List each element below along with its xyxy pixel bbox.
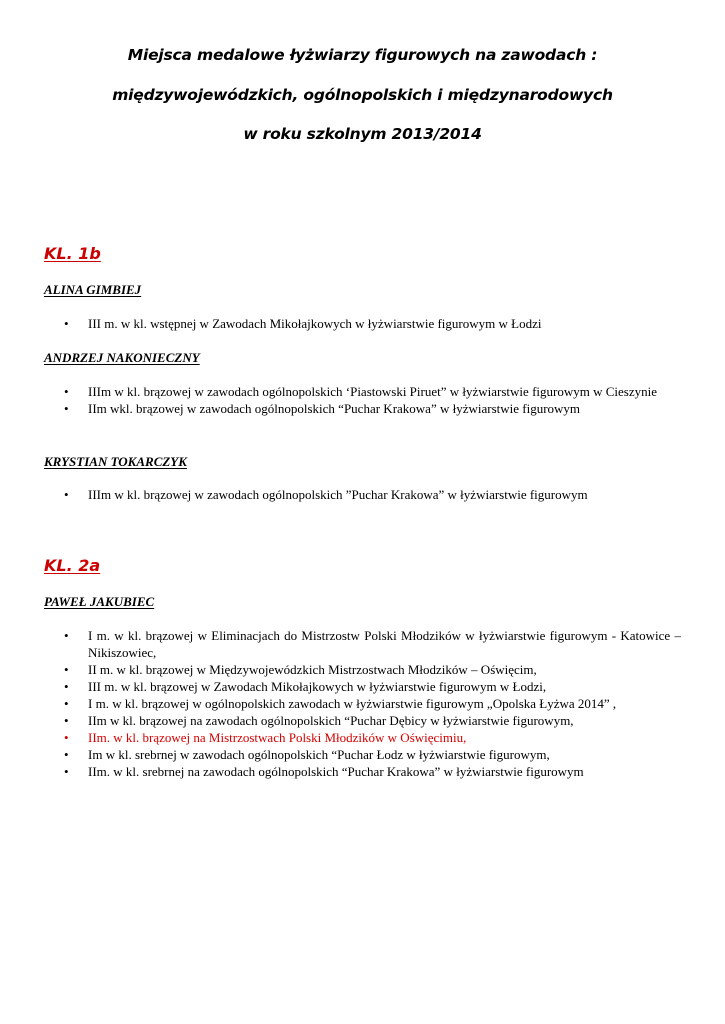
bullet-icon: • [64,679,69,694]
document-title-line-3: w roku szkolnym 2013/2014 [243,125,482,143]
bullet-icon: • [64,316,69,331]
bullet-icon: • [64,747,69,762]
award-item [0,383,725,400]
award-item [0,763,725,780]
bullet-icon: • [64,628,69,643]
award-text: IIIm w kl. brązowej w zawodach ogólnopolskich ”Puchar Krakowa” w łyżwiarstwie figurowym [88,487,588,502]
award-item [0,746,725,763]
bullet-icon: • [64,696,69,711]
award-text: Im w kl. srebrnej w zawodach ogólnopolskich “Puchar Łodz w łyżwiarstwie figurowym, [88,747,550,762]
award-text: IIm w kl. brązowej na zawodach ogólnopolskich “Puchar Dębicy w łyżwiarstwie figurowym, [88,713,574,728]
award-text: IIm. w kl. brązowej na Mistrzostwach Polski Młodzików w Oświęcimiu, [88,730,467,745]
award-text: II m. w kl. brązowej w Międzywojewódzkich Mistrzostwach Młodzików – Oświęcim, [88,662,537,677]
award-list-gimbiej [0,315,725,332]
award-item-highlighted [0,729,725,746]
award-text: I m. w kl. brązowej w Eliminacjach do Mistrzostw Polski Młodzików w łyżwiarstwie figurowym - Katowice – Nikiszowiec, [88,628,681,660]
student-name-gimbiej: ALINA GIMBIEJ [44,282,142,297]
award-list-nakonieczny [0,383,725,417]
bullet-icon: • [64,662,69,677]
class-heading-1b: KL. 1b [44,244,101,263]
award-text: IIm. w kl. srebrnej na zawodach ogólnopolskich “Puchar Krakowa” w łyżwiarstwie figurowym [88,764,584,779]
award-text: IIIm w kl. brązowej w zawodach ogólnopolskich ‘Piastowski Piruet” w łyżwiarstwie figurowym w Cieszynie [88,384,657,399]
bullet-icon: • [64,401,69,416]
award-item [0,486,725,503]
award-item [0,661,725,678]
award-item [0,400,725,417]
student-name-nakonieczny: ANDRZEJ NAKONIECZNY [44,350,200,365]
award-text: I m. w kl. brązowej w ogólnopolskich zawodach w łyżwiarstwie figurowym „Opolska Łyżwa 2014” , [88,696,617,711]
award-text: III m. w kl. wstępnej w Zawodach Mikołajkowych w łyżwiarstwie figurowym w Łodzi [88,316,542,331]
bullet-icon: • [64,487,69,502]
document-title-line-1: Miejsca medalowe łyżwiarzy figurowych na zawodach : [127,46,598,64]
document-title-line-2: międzywojewódzkich, ogólnopolskich i międzynarodowych [112,86,613,104]
award-item [0,315,725,332]
award-item [0,627,725,661]
bullet-icon: • [64,764,69,779]
bullet-icon: • [64,713,69,728]
award-item [0,695,725,712]
bullet-icon: • [64,730,69,745]
student-name-tokarczyk: KRYSTIAN TOKARCZYK [44,454,187,469]
award-text: III m. w kl. brązowej w Zawodach Mikołajkowych w łyżwiarstwie figurowym w Łodzi, [88,679,547,694]
award-list-jakubiec [0,627,725,780]
award-list-tokarczyk [0,486,725,503]
class-heading-2a: KL. 2a [44,556,101,575]
award-item [0,678,725,695]
student-name-jakubiec: PAWEŁ JAKUBIEC [44,594,155,609]
bullet-icon: • [64,384,69,399]
award-text: IIm wkl. brązowej w zawodach ogólnopolskich “Puchar Krakowa” w łyżwiarstwie figurowym [88,401,581,416]
award-item [0,712,725,729]
